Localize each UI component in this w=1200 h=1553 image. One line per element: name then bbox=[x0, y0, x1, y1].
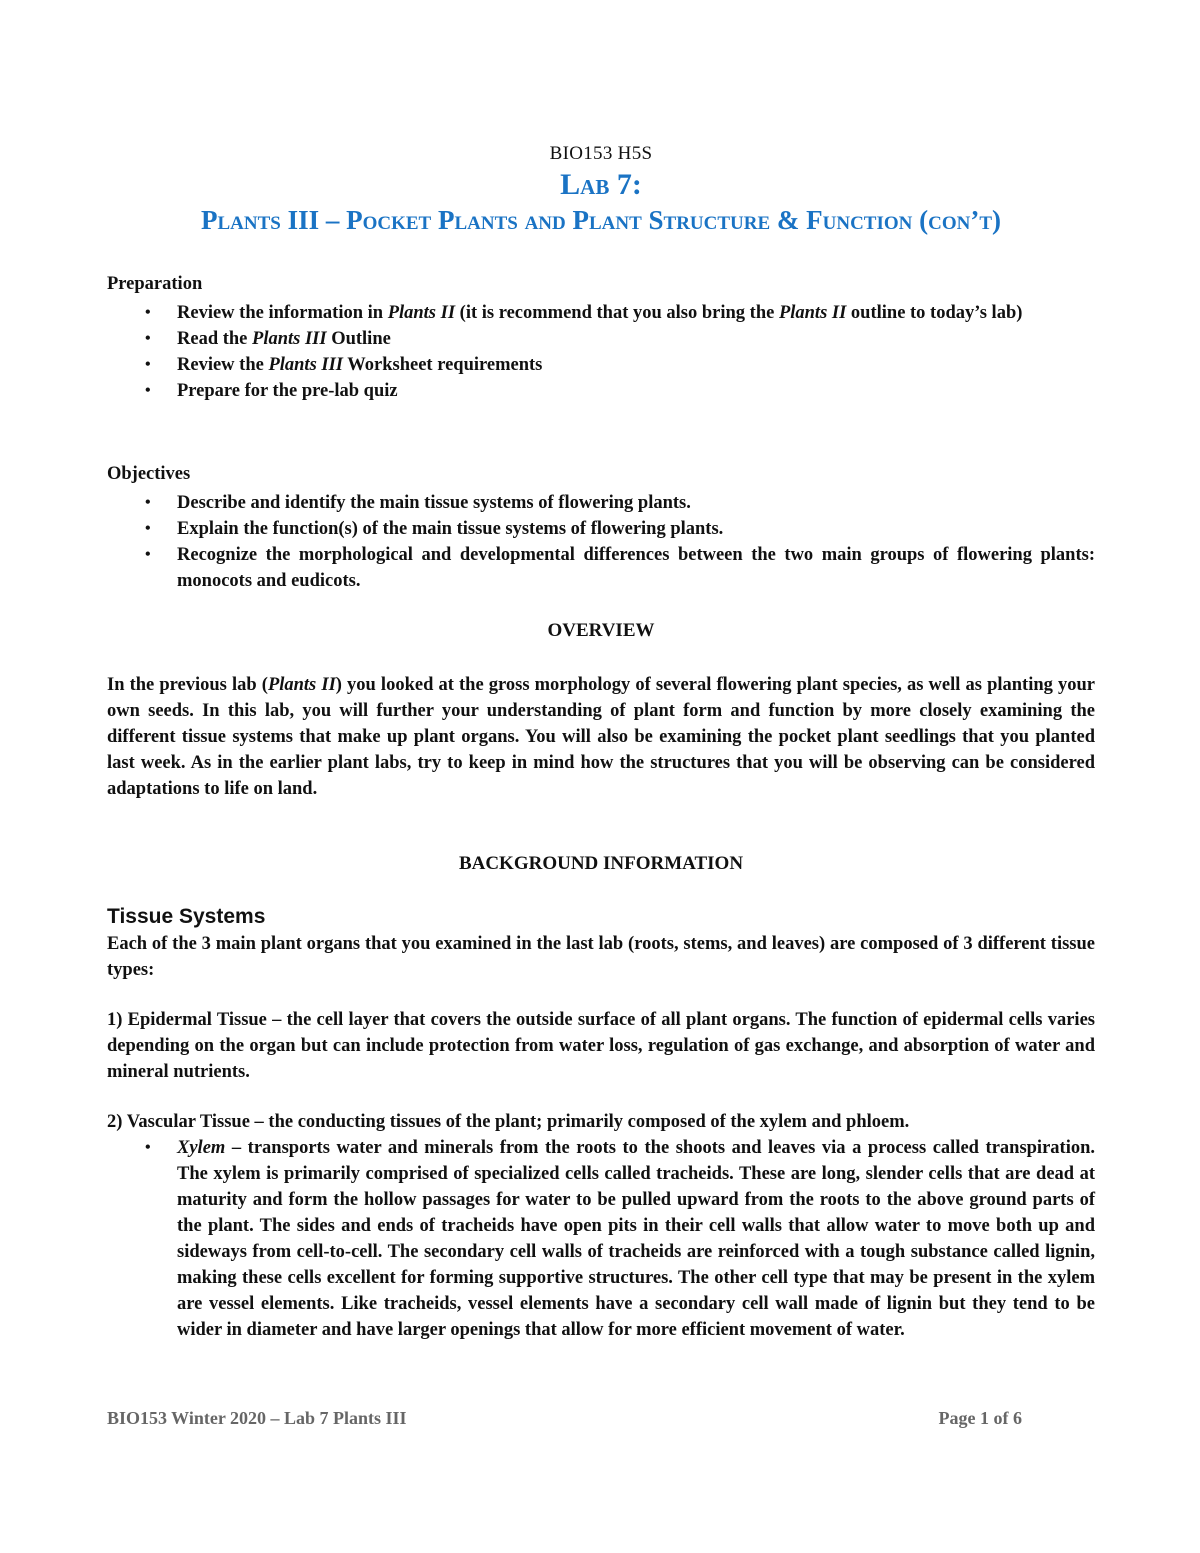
preparation-list bbox=[107, 300, 1095, 404]
lab-title: Lab 7: bbox=[560, 168, 642, 201]
overview-heading: OVERVIEW bbox=[547, 620, 655, 641]
epidermal-paragraph: 1) Epidermal Tissue – the cell layer that covers the outside surface of all plant organs. The function of epidermal cells varies depending on the organ but can include protection from water loss, regulation of gas exchange, and absorption of water and mineral nutrients. bbox=[107, 1010, 1095, 1082]
tissue-intro-paragraph: Each of the 3 main plant organs that you examined in the last lab (roots, stems, and leaves) are composed of 3 different tissue types: bbox=[107, 934, 1095, 980]
overview-paragraph: In the previous lab (Plants II) you looked at the gross morphology of several flowering plant species, as well as planting your own seeds. In this lab, you will further your understanding of plant form and function by more closely examining the different tissue systems that make up plant organs. You will also be examining the pocket plant seedlings that you planted last week. As in the earlier plant labs, try to keep in mind how the structures that you will be observing can be considered adaptations to life on land. bbox=[107, 675, 1095, 799]
list-item: • Review the Plants III Worksheet requirements bbox=[107, 352, 1095, 378]
list-item: • Describe and identify the main tissue systems of flowering plants. bbox=[107, 490, 1095, 516]
bullet-icon: • bbox=[145, 356, 151, 373]
footer-course-label: BIO153 Winter 2020 – Lab 7 Plants III bbox=[107, 1408, 407, 1428]
preparation-heading: Preparation bbox=[107, 274, 203, 294]
tissue-systems-heading: Tissue Systems bbox=[107, 905, 266, 928]
vascular-list bbox=[107, 1135, 1095, 1343]
footer-page-number: Page 1 of 6 bbox=[938, 1408, 1022, 1428]
lab-subtitle: Plants III – Pocket Plants and Plant Structure & Function (con’t) bbox=[200, 205, 1001, 235]
list-item: • Xylem – transports water and minerals from the roots to the shoots and leaves via a process called transpiration. The xylem is primarily comprised of specialized cells called tracheids. These are long, slender cells that are dead at maturity and form the hollow passages for water to be pulled upward from the roots to the above ground parts of the plant. The sides and ends of tracheids have open pits in their cell walls that allow water to move both up and sideways from cell-to-cell. The secondary cell walls of tracheids are reinforced with a tough substance called lignin, making these cells excellent for forming supportive structures. The other cell type that may be present in the xylem are vessel elements. Like tracheids, vessel elements have a secondary cell wall made of lignin but they tend to be wider in diameter and have larger openings that allow for more efficient movement of water. bbox=[107, 1135, 1095, 1343]
bullet-icon: • bbox=[145, 494, 151, 511]
vascular-paragraph: 2) Vascular Tissue – the conducting tissues of the plant; primarily composed of the xylem and phloem. bbox=[107, 1112, 910, 1132]
bullet-icon: • bbox=[145, 1139, 151, 1156]
objectives-heading: Objectives bbox=[107, 464, 191, 484]
bullet-icon: • bbox=[145, 304, 151, 321]
background-heading: BACKGROUND INFORMATION bbox=[458, 853, 744, 874]
objectives-list bbox=[107, 490, 1095, 594]
bullet-icon: • bbox=[145, 546, 151, 563]
bullet-icon: • bbox=[145, 520, 151, 537]
list-item: • Prepare for the pre-lab quiz bbox=[107, 378, 1095, 404]
course-code: BIO153 H5S bbox=[549, 143, 653, 164]
bullet-icon: • bbox=[145, 330, 151, 347]
list-item: • Explain the function(s) of the main tissue systems of flowering plants. bbox=[107, 516, 1095, 542]
list-item: • Recognize the morphological and developmental differences between the two main groups of flowering plants: monocots and eudicots. bbox=[107, 542, 1095, 594]
list-item: • Read the Plants III Outline bbox=[107, 326, 1095, 352]
list-item: • Review the information in Plants II (it is recommend that you also bring the Plants II outline to today’s lab) bbox=[107, 300, 1095, 326]
bullet-icon: • bbox=[145, 382, 151, 399]
